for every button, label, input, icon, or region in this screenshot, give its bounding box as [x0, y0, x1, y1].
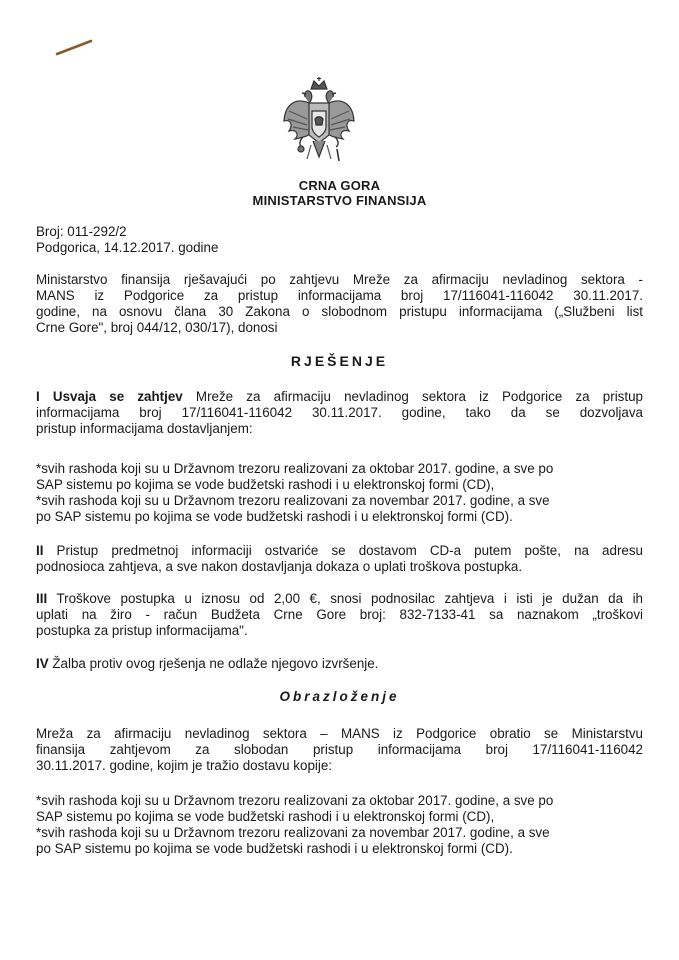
requested-items-2: [36, 793, 643, 857]
section-3: [36, 591, 643, 639]
requested-items-1: [36, 461, 643, 525]
list-item: *svih rashoda koji su u Državnom trezoru realizovani za novembar 2017. godine, a sve: [36, 493, 550, 508]
intro-line: Ministarstvo finansija rješavajući po zahtjevu Mreže za afirmaciju nevladinog sektora -: [36, 272, 643, 287]
header-ministry: MINISTARSTVO FINANSIJA: [252, 193, 427, 208]
reasoning-title: Obrazloženje: [279, 689, 400, 704]
intro-line: Crne Gore", broj 044/12, 030/17), donosi: [36, 320, 278, 335]
reasoning-paragraph: [36, 726, 643, 774]
section-1-line: informacijama broj 17/116041-116042 30.11.2017. godine, tako da se dozvoljava: [36, 405, 643, 420]
section-4: [36, 656, 643, 672]
intro-paragraph: [36, 272, 643, 336]
list-item: *svih rashoda koji su u Državnom trezoru realizovani za oktobar 2017. godine, a sve po: [36, 793, 554, 808]
section-3-line: Troškove postupka u iznosu od 2,00 €, snosi podnosilac zahtjeva i isti je dužan da ih: [47, 591, 643, 606]
section-1-line: pristup informacijama dostavljanjem:: [36, 421, 253, 436]
reasoning-line: 30.11.2017. godine, kojim je tražio dostavu kopije:: [36, 758, 333, 773]
section-2-line: podnosioca zahtjeva, a sve nakon dostavljanja dokaza o uplati troškova postupka.: [36, 559, 523, 574]
coat-of-arms-icon: [281, 75, 357, 175]
section-2-line: Pristup predmetnoj informaciji ostvariće se dostavom CD-a putem pošte, na adresu: [43, 543, 643, 558]
section-2: [36, 543, 643, 575]
list-item: po SAP sistemu po kojima se vode budžetski rashodi i u elektronskoj formi (CD).: [36, 509, 513, 524]
section-2-first-line: [36, 543, 643, 559]
header-country: CRNA GORA: [298, 178, 381, 193]
section-1-first-line: [36, 389, 643, 405]
section-4-numeral: IV: [36, 656, 49, 671]
section-3-line: postupka za pristup informacijama".: [36, 623, 248, 638]
reasoning-line: Mreža za afirmaciju nevladinog sektora – MANS iz Podgorice obratio se Ministarstvu: [36, 726, 643, 741]
list-item: *svih rashoda koji su u Državnom trezoru realizovani za oktobar 2017. godine, a sve po: [36, 461, 554, 476]
place-date: Podgorica, 14.12.2017. godine: [36, 240, 219, 255]
list-item: SAP sistemu po kojima se vode budžetski rashodi i u elektronskoj formi (CD),: [36, 477, 495, 492]
list-item: SAP sistemu po kojima se vode budžetski rashodi i u elektronskoj formi (CD),: [36, 809, 495, 824]
reasoning-line: finansija zahtjevom za slobodan pristup informacijama broj 17/116041-116042: [36, 742, 643, 757]
decision-title: RJEŠENJE: [290, 353, 389, 369]
list-item: *svih rashoda koji su u Državnom trezoru realizovani za novembar 2017. godine, a sve: [36, 825, 550, 840]
pen-mark-icon: [55, 38, 95, 58]
section-1-line: Mreže za afirmaciju nevladinog sektora iz Podgorice za pristup: [182, 389, 643, 404]
section-3-line: uplati na žiro - račun Budžeta Crne Gore broj: 832-7133-41 sa naznakom „troškovi: [36, 607, 643, 622]
section-1-lead: I Usvaja se zahtjev: [36, 389, 183, 404]
intro-line: godine, na osnovu člana 30 Zakona o slobodnom pristupu informacijama („Službeni list: [36, 304, 643, 319]
document-number: Broj: 011-292/2: [36, 224, 127, 239]
section-3-numeral: III: [36, 591, 48, 606]
section-4-text: Žalba protiv ovog rješenja ne odlaže njegovo izvršenje.: [48, 656, 379, 671]
list-item: po SAP sistemu po kojima se vode budžetski rashodi i u elektronskoj formi (CD).: [36, 841, 513, 856]
section-1: [36, 389, 643, 437]
section-2-numeral: II: [36, 543, 44, 558]
intro-line: MANS iz Podgorice za pristup informacijama broj 17/116041-116042 30.11.2017.: [36, 288, 643, 303]
section-3-first-line: [36, 591, 643, 607]
